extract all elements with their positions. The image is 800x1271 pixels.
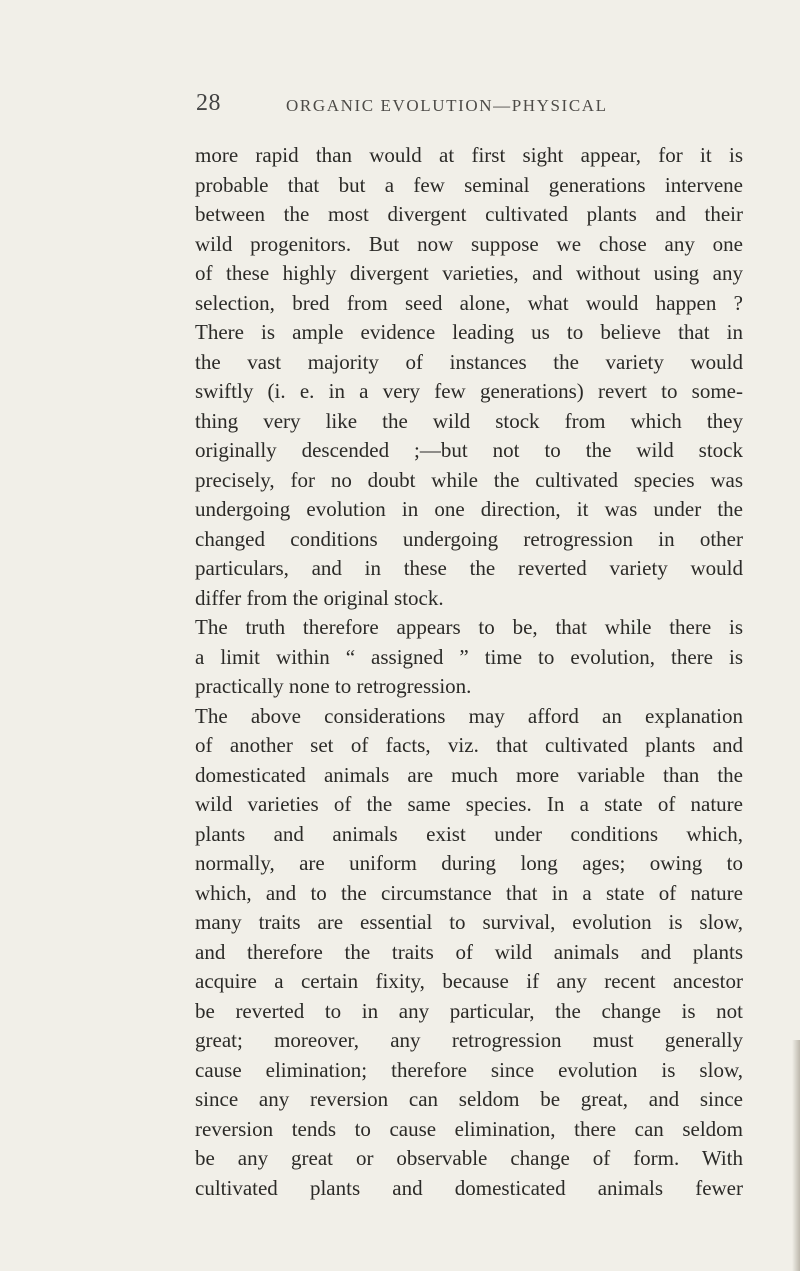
text-line: particulars, and in these the reverted variety would	[195, 556, 743, 580]
text-line: swiftly (i. e. in a very few generations) revert to some-	[195, 379, 743, 403]
text-line: a limit within “ assigned ” time to evolution, there is	[195, 644, 743, 669]
text-line: cause elimination; therefore since evolution is slow,	[195, 1057, 743, 1082]
text-line: selection, bred from seed alone, what would happen ?	[195, 290, 743, 315]
text-line: cultivated plants and domesticated animals fewer	[195, 1175, 743, 1200]
text-line: of another set of facts, viz. that cultivated plants and	[195, 733, 743, 757]
body-text	[195, 141, 743, 1203]
text-line: acquire a certain fixity, because if any recent ancestor	[195, 969, 743, 993]
text-line: many traits are essential to survival, evolution is slow,	[195, 910, 743, 934]
text-line: There is ample evidence leading us to believe that in	[195, 320, 743, 344]
running-head: ORGANIC EVOLUTION—PHYSICAL	[286, 96, 608, 115]
text-line: of these highly divergent varieties, and without using any	[195, 261, 743, 285]
text-line: more rapid than would at first sight appear, for it is	[195, 143, 743, 167]
text-line: differ from the original stock.	[195, 585, 444, 610]
text-line: since any reversion can seldom be great, and since	[195, 1087, 743, 1111]
text-line: domesticated animals are much more variable than the	[195, 762, 743, 787]
text-line: which, and to the circumstance that in a state of nature	[195, 880, 743, 905]
text-line: the vast majority of instances the variety would	[195, 349, 743, 374]
page-edge-shadow	[792, 1040, 800, 1271]
text-line: wild varieties of the same species. In a state of nature	[195, 792, 743, 816]
text-line: precisely, for no doubt while the cultivated species was	[195, 467, 743, 492]
text-line: reversion tends to cause elimination, there can seldom	[195, 1116, 743, 1141]
text-line: great; moreover, any retrogression must generally	[195, 1028, 743, 1052]
text-line: The truth therefore appears to be, that while there is	[195, 615, 743, 639]
text-line: thing very like the wild stock from which they	[195, 408, 743, 433]
text-line: undergoing evolution in one direction, it was under the	[195, 497, 743, 521]
text-line: normally, are uniform during long ages; owing to	[195, 851, 743, 875]
text-line: originally descended ;—but not to the wild stock	[195, 438, 743, 462]
text-line: be reverted to in any particular, the change is not	[195, 998, 743, 1023]
text-line: between the most divergent cultivated plants and their	[195, 202, 743, 226]
text-line: The above considerations may afford an explanation	[195, 703, 743, 728]
text-line: practically none to retrogression.	[195, 674, 472, 698]
text-line: and therefore the traits of wild animals and plants	[195, 939, 743, 964]
page-number: 28	[196, 90, 221, 116]
text-line: changed conditions undergoing retrogression in other	[195, 526, 743, 551]
text-line: be any great or observable change of form. With	[195, 1146, 743, 1170]
text-line: plants and animals exist under conditions which,	[195, 821, 743, 846]
text-line: wild progenitors. But now suppose we chose any one	[195, 231, 743, 256]
text-line: probable that but a few seminal generations intervene	[195, 172, 743, 197]
